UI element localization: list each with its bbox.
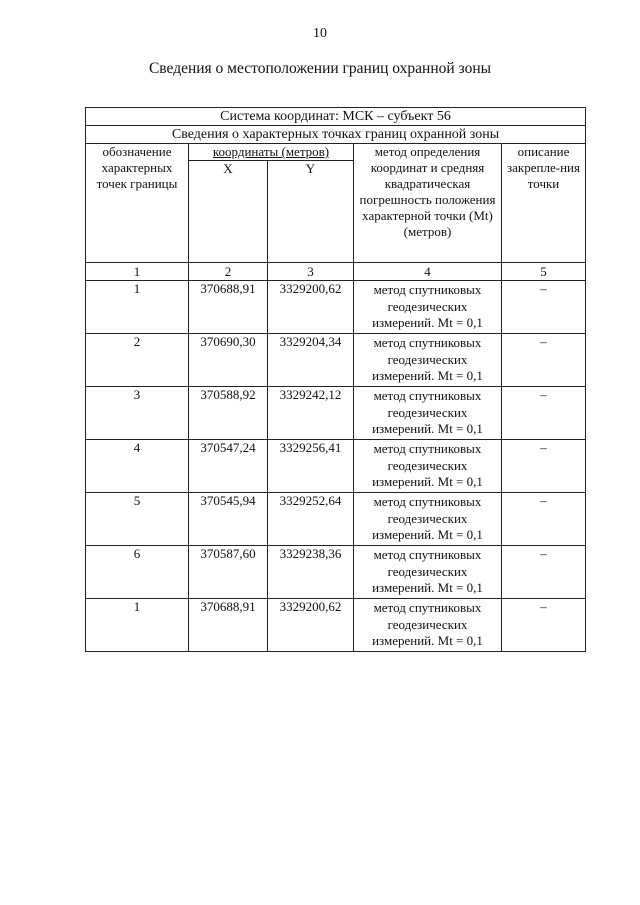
description-cell: –	[502, 493, 586, 546]
page-number: 10	[313, 26, 327, 41]
description-cell: –	[502, 599, 586, 652]
designation-header: обозначение характерных точек границы	[86, 144, 189, 263]
x-cell: 370545,94	[189, 493, 268, 546]
y-cell: 3329238,36	[268, 546, 354, 599]
column-number: 3	[268, 263, 354, 281]
method-header: метод определения координат и средняя квадратическая погрешность положения характерной точки (Mt) (метров)	[354, 144, 502, 263]
description-cell: –	[502, 387, 586, 440]
x-header: X	[189, 161, 268, 263]
table-row	[86, 387, 586, 440]
table-row	[86, 334, 586, 387]
column-number: 2	[189, 263, 268, 281]
header-row	[86, 144, 586, 161]
description-cell: –	[502, 546, 586, 599]
table-row	[86, 440, 586, 493]
x-cell: 370547,24	[189, 440, 268, 493]
method-cell: метод спутниковых геодезических измерений. Mt = 0,1	[354, 440, 502, 493]
method-cell: метод спутниковых геодезических измерений. Mt = 0,1	[354, 599, 502, 652]
document-title: Сведения о местоположении границ охранной зоны	[148, 60, 492, 77]
y-cell: 3329204,34	[268, 334, 354, 387]
table-row	[86, 281, 586, 334]
description-cell: –	[502, 334, 586, 387]
point-cell: 1	[86, 599, 189, 652]
y-header: Y	[268, 161, 354, 263]
x-cell: 370588,92	[189, 387, 268, 440]
table-row	[86, 599, 586, 652]
y-cell: 3329200,62	[268, 599, 354, 652]
table-subtitle-row	[86, 126, 586, 144]
coordinate-system-row	[86, 108, 586, 126]
column-number: 1	[86, 263, 189, 281]
y-cell: 3329252,64	[268, 493, 354, 546]
coordinate-system-cell: Система координат: МСК – субъект 56	[86, 108, 586, 126]
y-cell: 3329200,62	[268, 281, 354, 334]
x-cell: 370688,91	[189, 599, 268, 652]
method-cell: метод спутниковых геодезических измерений. Mt = 0,1	[354, 546, 502, 599]
coordinates-header	[189, 144, 354, 161]
column-number: 5	[502, 263, 586, 281]
table-row	[86, 546, 586, 599]
method-cell: метод спутниковых геодезических измерений. Mt = 0,1	[354, 493, 502, 546]
table-row	[86, 493, 586, 546]
point-cell: 5	[86, 493, 189, 546]
column-number-row	[86, 263, 586, 281]
boundary-points-table	[85, 107, 586, 652]
point-cell: 2	[86, 334, 189, 387]
point-cell: 6	[86, 546, 189, 599]
point-cell: 1	[86, 281, 189, 334]
description-cell: –	[502, 440, 586, 493]
point-cell: 3	[86, 387, 189, 440]
method-cell: метод спутниковых геодезических измерений. Mt = 0,1	[354, 281, 502, 334]
method-cell: метод спутниковых геодезических измерений. Mt = 0,1	[354, 334, 502, 387]
table-subtitle-cell: Сведения о характерных точках границ охранной зоны	[86, 126, 586, 144]
description-header: описание закрепле-ния точки	[502, 144, 586, 263]
x-cell: 370587,60	[189, 546, 268, 599]
column-number: 4	[354, 263, 502, 281]
point-cell: 4	[86, 440, 189, 493]
method-cell: метод спутниковых геодезических измерений. Mt = 0,1	[354, 387, 502, 440]
description-cell: –	[502, 281, 586, 334]
x-cell: 370690,30	[189, 334, 268, 387]
y-cell: 3329256,41	[268, 440, 354, 493]
coordinates-header-label: координаты (метров)	[212, 144, 330, 159]
x-cell: 370688,91	[189, 281, 268, 334]
y-cell: 3329242,12	[268, 387, 354, 440]
